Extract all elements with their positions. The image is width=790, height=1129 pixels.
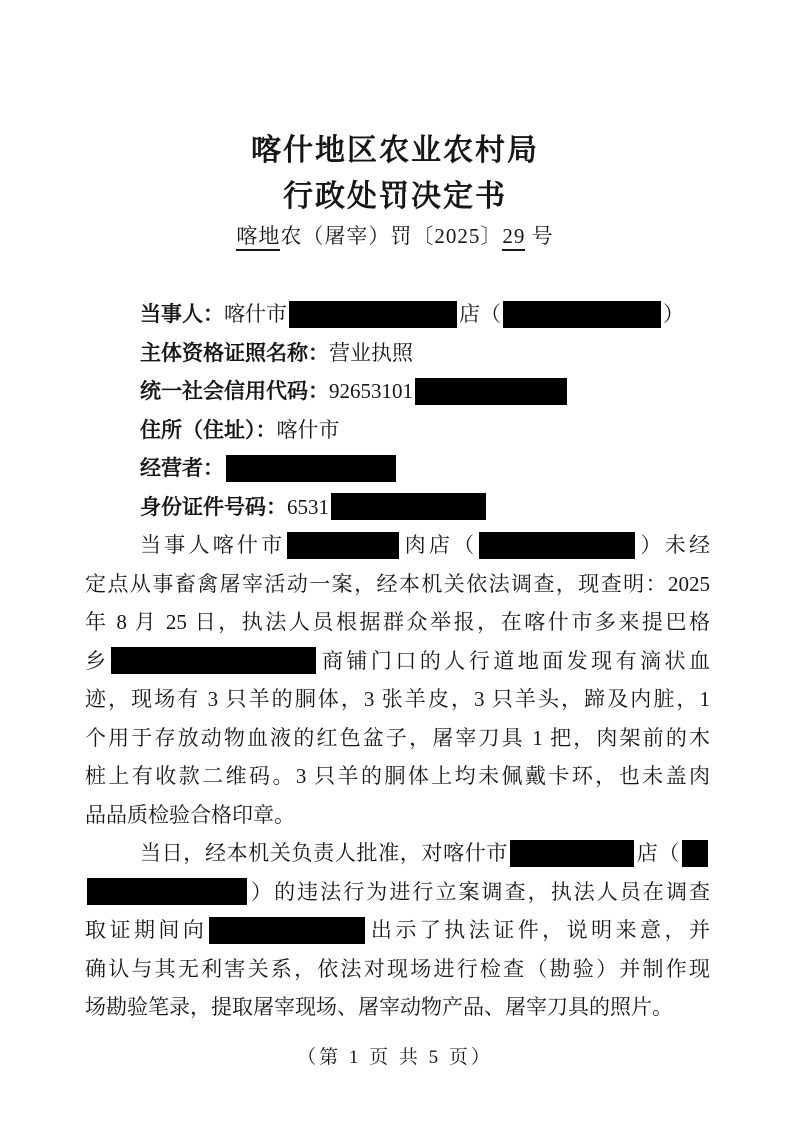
text-run: 当事人喀什市: [140, 533, 286, 557]
body-line: [85, 911, 710, 950]
body-line: [85, 834, 710, 873]
redaction-bar: [287, 532, 399, 559]
body-line: [85, 757, 710, 796]
redaction-bar: [226, 455, 396, 482]
text-run: 92653101: [329, 379, 413, 403]
text-run: 场勘验笔录，提取屠宰现场、屠宰动物产品、屠宰刀具的照片。: [85, 995, 673, 1019]
fields-section: [85, 295, 710, 526]
redaction-bar: [682, 840, 708, 867]
text-run: 商铺门口的人行道地面发现有滴状血: [318, 648, 710, 673]
body-line: [85, 988, 710, 1027]
field-line: [85, 334, 710, 373]
field-label: 经营者：: [140, 456, 224, 480]
body-line: [85, 680, 710, 719]
text-run: 喀什市: [276, 417, 340, 442]
text-run: 取证期间向: [85, 918, 208, 942]
body-line: [85, 719, 710, 758]
text-run: 确认与其无利害关系，依法对现场进行检查（勘验）并制作现: [85, 956, 710, 981]
field-line: [85, 372, 710, 411]
document-title-line1: 喀什地区农业农村局: [251, 134, 539, 167]
text-run: ）的违法行为进行立案调查，执法人员在调查: [249, 879, 710, 904]
redaction-bar: [510, 840, 634, 867]
text-run: 营业执照: [329, 340, 413, 365]
text-run: 6531: [287, 494, 329, 519]
text-run: 品品质检验合格印章。: [85, 802, 295, 827]
text-run: 个用于存放动物血液的红色盆子，屠宰刀具 1 把，肉架前的木: [85, 725, 710, 750]
text-run: 店（: [459, 302, 501, 326]
field-label: 当事人：: [140, 302, 224, 326]
text-run: 喀什市: [224, 302, 287, 326]
body-line: [85, 950, 710, 989]
doc-number-underlined-part: 喀地: [236, 224, 280, 251]
document-content: [85, 295, 710, 1027]
body-line: [85, 526, 710, 565]
field-line: [85, 411, 710, 450]
redaction-bar: [503, 301, 661, 328]
body-line: [85, 565, 710, 604]
document-title-line2: 行政处罚决定书: [283, 180, 507, 213]
field-label: 身份证件号码：: [140, 494, 287, 519]
field-label: 住所（住址）：: [140, 417, 277, 442]
page-footer: （第 1 页 共 5 页）: [297, 1046, 493, 1068]
text-run: 当日，经本机关负责人批准，对喀什市: [140, 841, 509, 865]
text-run: 乡: [85, 648, 110, 673]
redaction-bar: [331, 493, 486, 520]
redaction-bar: [289, 301, 457, 328]
field-line: [85, 488, 710, 527]
field-line: [85, 295, 710, 334]
body-line: [85, 603, 710, 642]
body-section: [85, 526, 710, 1027]
redaction-bar: [479, 532, 635, 559]
redaction-bar: [87, 878, 247, 905]
redaction-bar: [209, 917, 365, 944]
text-run: 出示了执法证件，说明来意，并: [367, 918, 710, 942]
text-run: ）未经: [637, 533, 710, 557]
body-line: [85, 873, 710, 912]
field-label: 统一社会信用代码：: [140, 379, 329, 403]
doc-number-text: 农（屠宰）罚〔2025〕: [280, 224, 503, 248]
text-run: 店（: [636, 841, 681, 865]
text-run: ）: [663, 302, 684, 326]
text-run: 年 8 月 25 日，执法人员根据群众举报，在喀什市多来提巴格: [85, 610, 710, 634]
field-line: [85, 449, 710, 488]
text-run: 桩上有收款二维码。3 只羊的胴体上均未佩戴卡环，也未盖肉: [85, 764, 710, 788]
text-run: 定点从事畜禽屠宰活动一案，经本机关依法调查，现查明：2025: [85, 571, 710, 596]
doc-number-text: 号: [525, 224, 554, 248]
redaction-bar: [415, 378, 567, 405]
document-number: [0, 222, 790, 250]
doc-number-underlined-part: 29: [502, 224, 525, 251]
text-run: 迹，现场有 3 只羊的胴体，3 张羊皮，3 只羊头，蹄及内脏，1: [85, 687, 710, 711]
text-run: 肉店（: [401, 533, 478, 557]
document-header: [0, 0, 790, 250]
field-label: 主体资格证照名称：: [140, 340, 329, 365]
body-line: [85, 642, 710, 681]
body-line: [85, 796, 710, 835]
redaction-bar: [111, 647, 316, 674]
